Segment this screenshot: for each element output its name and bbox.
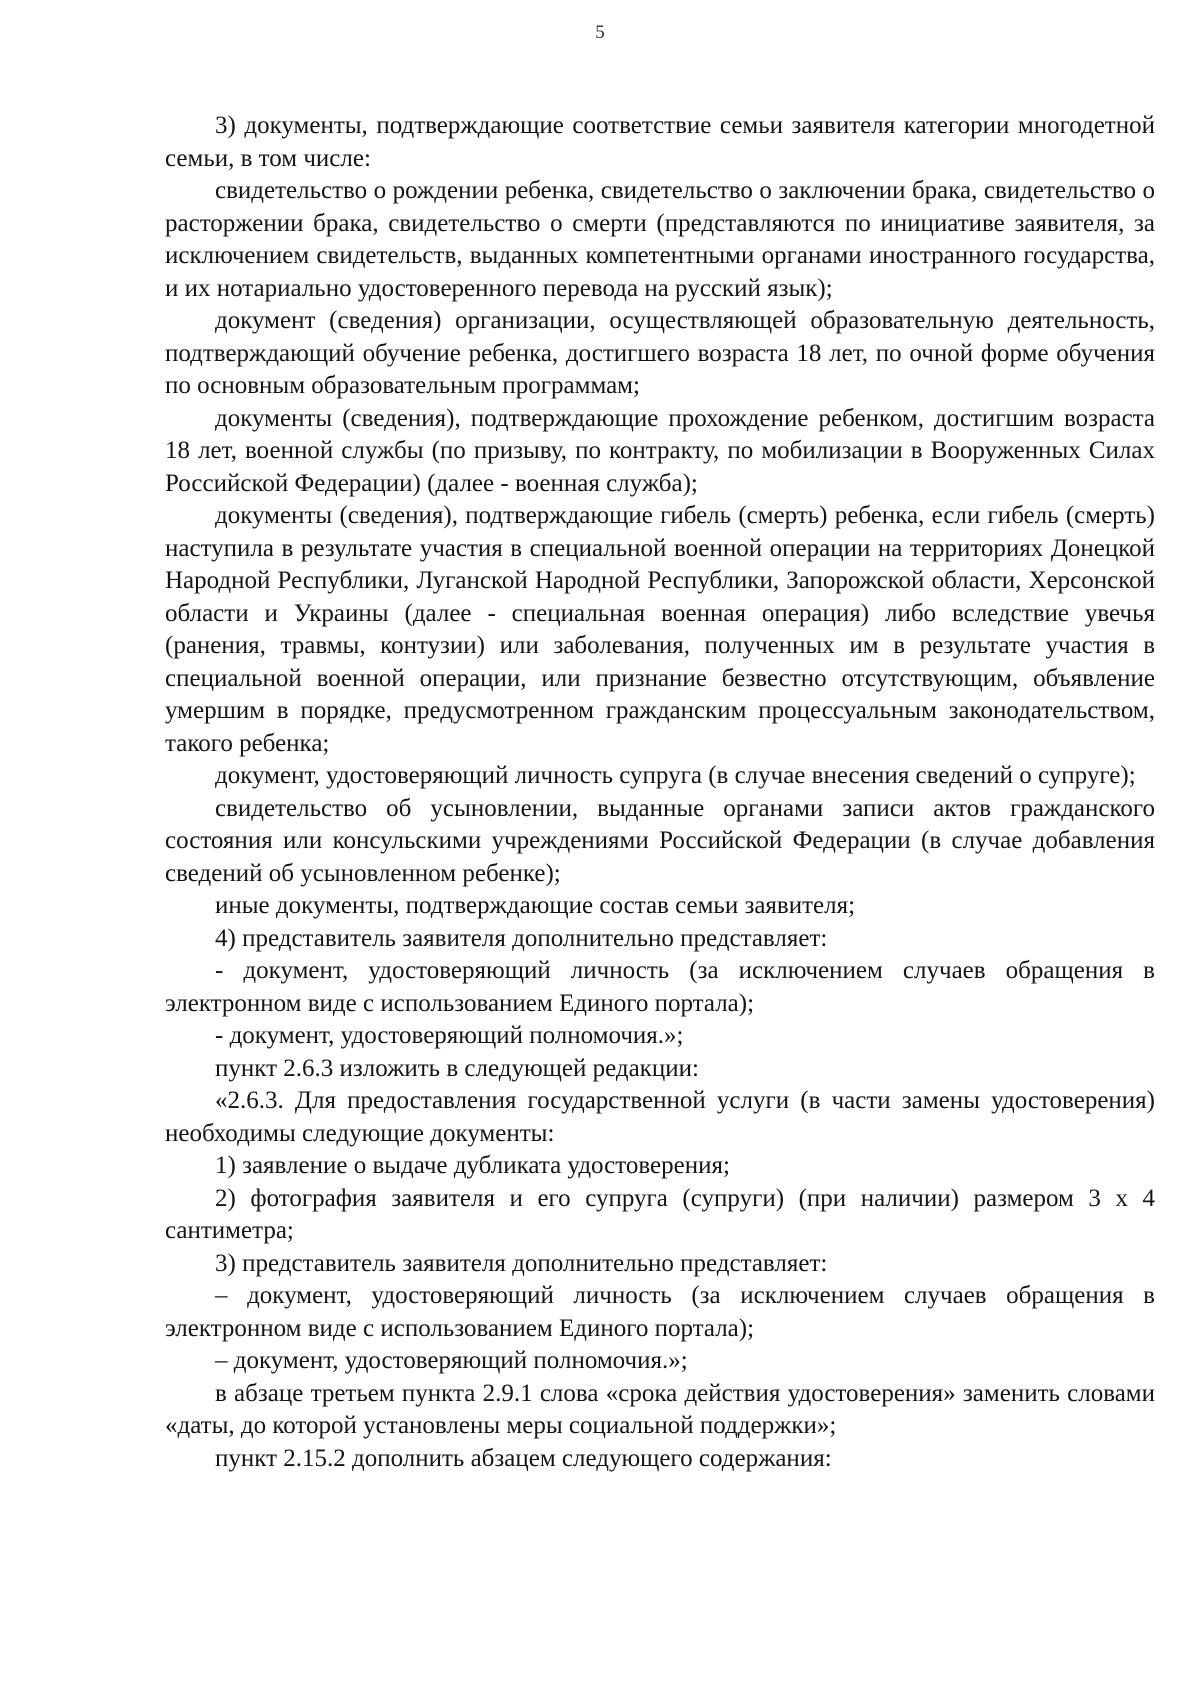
paragraph-clause-291: в абзаце третьем пункта 2.9.1 слова «срока действия удостоверения» заменить словами «даты, до которой установлены меры социальной поддержки»; (165, 1379, 1155, 1439)
paragraph-photo: 2) фотография заявителя и его супруга (супруги) (при наличии) размером 3 х 4 сантиметра; (165, 1184, 1155, 1244)
page-number: 5 (595, 22, 605, 43)
paragraph-death-of-child: документы (сведения), подтверждающие гибель (смерть) ребенка, если гибель (смерть) наступила в результате участия в специальной военной операции на территориях Донецкой Народной Республики, Луганской Народной Республики, Запорожской области, Херсонской области и Украины (далее - специальная военная операция) либо вследствие увечья (ранения, травмы, контузии) или заболевания, полученных им в результате участия в специальной военной операции, или признание безвестно отсутствующим, объявление умершим в порядке, предусмотренном гражданским процессуальным законодательством, такого ребенка; (165, 502, 1155, 757)
paragraph-263-representative-authority: – документ, удостоверяющий полномочия.»; (215, 1347, 688, 1374)
paragraph-clause-263: «2.6.3. Для предоставления государственной услуги (в части замены удостоверения) необходимы следующие документы: (165, 1087, 1155, 1147)
paragraph-263-item-3: 3) представитель заявителя дополнительно представляет: (215, 1249, 828, 1277)
document-body (165, 110, 1155, 1475)
paragraph-representative-authority: - документ, удостоверяющий полномочия.»; (215, 1022, 684, 1049)
paragraph-263-representative-id: – документ, удостоверяющий личность (за исключением случаев обращения в электронном виде с использованием Единого портала); (165, 1282, 1155, 1342)
paragraph-representative-id: - документ, удостоверяющий личность (за исключением случаев обращения в электронном виде с использованием Единого портала); (165, 957, 1155, 1017)
paragraph-military-service: документы (сведения), подтверждающие прохождение ребенком, достигшим возраста 18 лет, военной службы (по призыву, по контракту, по мобилизации в Вооруженных Силах Российской Федерации) (далее - военная служба); (165, 404, 1155, 497)
paragraph-spouse-id: документ, удостоверяющий личность супруга (в случае внесения сведений о супруге); (215, 762, 1136, 789)
paragraph-education: документ (сведения) организации, осуществляющей образовательную деятельность, подтверждающий обучение ребенка, достигшего возраста 18 лет, по очной форме обучения по основным образовательным программам; (165, 307, 1155, 399)
paragraph-adoption: свидетельство об усыновлении, выданные органами записи актов гражданского состояния или консульскими учреждениями Российской Федерации (в случае добавления сведений об усыновленном ребенке); (165, 794, 1155, 887)
paragraph-certificates: свидетельство о рождении ребенка, свидетельство о заключении брака, свидетельство о расторжении брака, свидетельство о смерти (представляются по инициативе заявителя, за исключением свидетельств, выданных компетентными органами иностранного государства, и их нотариально удостоверенного перевода на русский язык); (165, 177, 1155, 302)
paragraph-duplicate-application: 1) заявление о выдаче дубликата удостоверения; (215, 1152, 730, 1179)
paragraph-clause-263-intro: пункт 2.6.3 изложить в следующей редакции: (215, 1054, 699, 1082)
paragraph-other-documents: иные документы, подтверждающие состав семьи заявителя; (215, 892, 856, 919)
paragraph-item-4: 4) представитель заявителя дополнительно представляет: (215, 924, 828, 952)
paragraph-clause-2152: пункт 2.15.2 дополнить абзацем следующего содержания: (215, 1444, 832, 1472)
paragraph-item-3: 3) документы, подтверждающие соответствие семьи заявителя категории многодетной семьи, в том числе: (165, 112, 1155, 172)
